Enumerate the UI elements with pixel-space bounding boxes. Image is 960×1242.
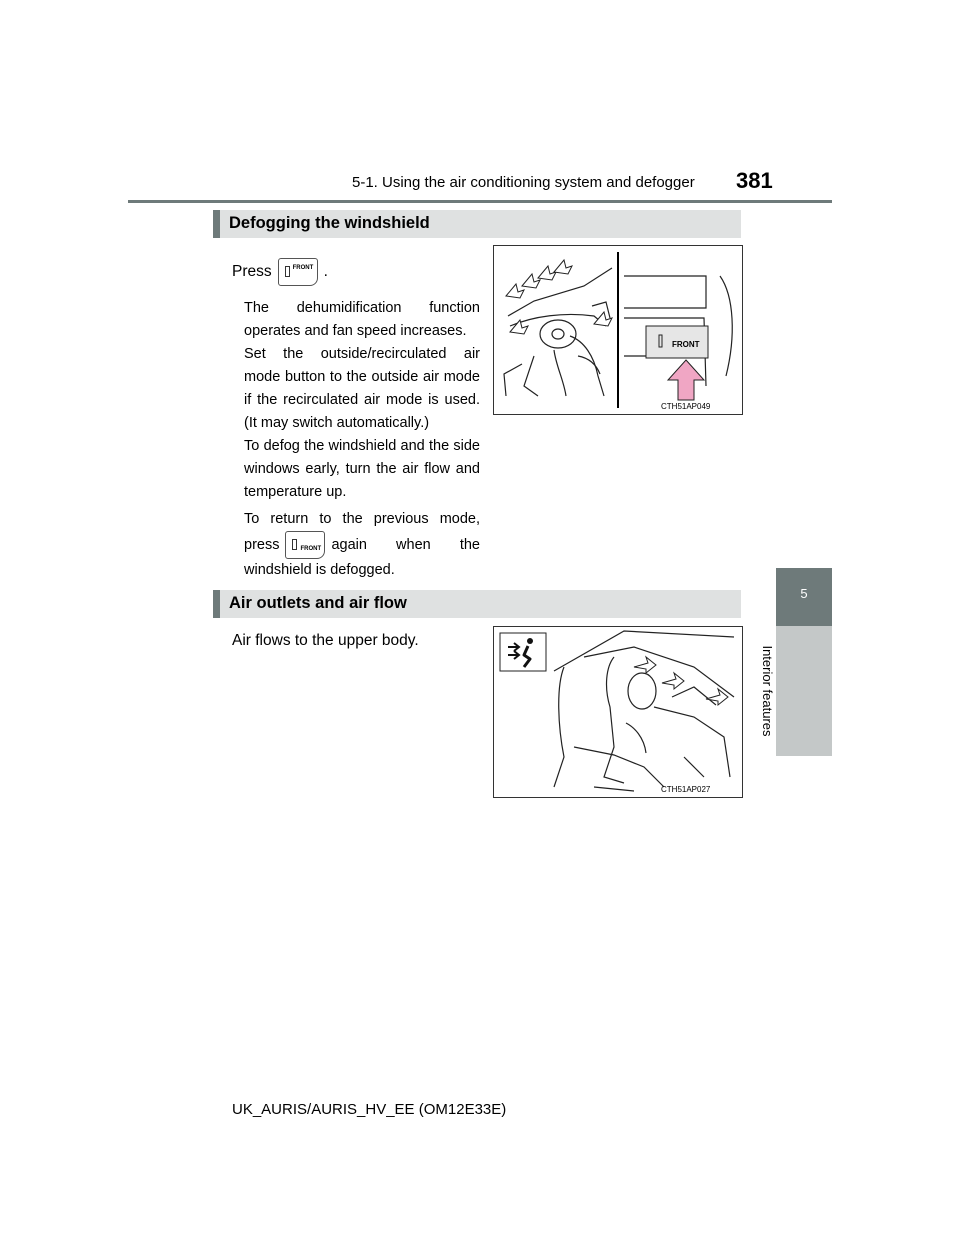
chapter-number: 5	[800, 586, 808, 601]
chapter-title: Interior features	[760, 645, 775, 737]
front-defogger-button-icon: FRONT	[285, 531, 325, 559]
press-end: .	[323, 263, 328, 281]
section-heading-accent	[213, 210, 220, 238]
section-title: Air outlets and air flow	[229, 594, 407, 612]
front-defogger-button-icon: FRONT	[278, 258, 318, 286]
section-heading-accent	[213, 590, 220, 618]
header-divider	[128, 200, 832, 203]
section-title: Defogging the windshield	[229, 214, 430, 232]
press-text: Press	[232, 263, 272, 281]
footer-model-code: UK_AURIS/AURIS_HV_EE (OM12E33E)	[232, 1101, 507, 1118]
car-interior-airflow-drawing	[494, 627, 742, 797]
running-header-section: 5-1. Using the air conditioning system and defogger	[352, 174, 695, 191]
chapter-tab-body	[776, 626, 832, 756]
defog-description	[244, 297, 480, 582]
airflow-text: Air flows to the upper body.	[232, 632, 419, 649]
press-instruction	[232, 258, 328, 286]
desc-return-mode: To return to the previous mode, press FRONT again when the windshield is defogged.	[244, 511, 480, 578]
page-number: 381	[736, 168, 773, 193]
desc-outside-air: Set the outside/recirculated air mode button to the outside air mode if the recirculated air mode is used. (It may switch automatically.)	[244, 346, 480, 431]
airflow-illustration	[493, 626, 743, 798]
section-heading-airflow	[213, 590, 741, 618]
section-heading-defog	[213, 210, 741, 238]
desc-defog-early: To defog the windshield and the side windows early, turn the air flow and temperature up.	[244, 438, 480, 500]
figure-code: CTH51AP027	[661, 785, 711, 794]
figure-code: CTH51AP049	[661, 402, 711, 411]
car-interior-defog-drawing	[494, 246, 742, 414]
svg-text:FRONT: FRONT	[672, 340, 700, 349]
defog-illustration	[493, 245, 743, 415]
desc-dehumidification: The dehumidification function operates and fan speed increases.	[244, 300, 480, 339]
